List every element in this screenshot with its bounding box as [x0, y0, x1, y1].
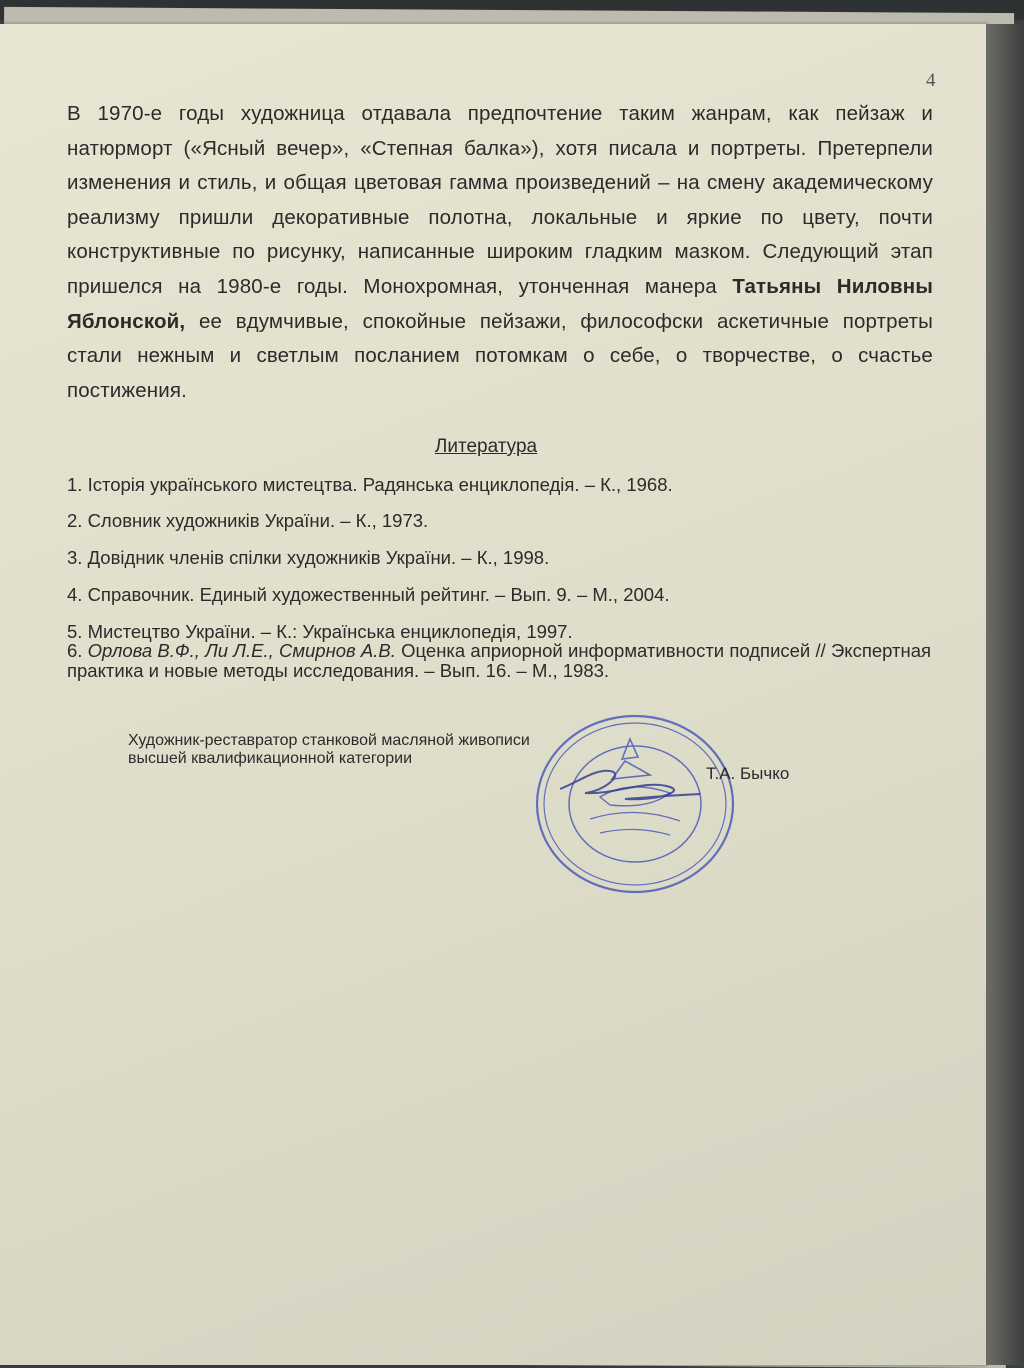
paragraph-text-start: В 1970-е годы художница отдавала предпочтение таким жанрам, как пейзаж и натюрморт («Ясный вечер», «Степная балка»), хотя писала и портреты. Претерпели изменения и стиль, и общая цветовая гамма произведений – на смену академическому реализму пришли декоративные полотна, локальные и яркие по цвету, почти конструктивные по рисунку, написанные широким гладким мазком. Следующий этап пришелся на 1980-е годы. Монохромная, утонченная манера — [67, 102, 933, 298]
document-page — [0, 24, 986, 1365]
reference-text: Оценка априорной информативности подписей // Экспертная практика и новые методы исследования. – Вып. 16. – М., 1983. — [67, 640, 932, 681]
reference-item: 1. Історія українського мистецтва. Радянська енциклопедія. – К., 1968. — [67, 474, 673, 495]
signer-position-line: высшей квалификационной категории — [128, 750, 413, 767]
signer-position-line: Художник-реставратор станковой масляной живописи — [128, 732, 530, 749]
reference-item: 3. Довідник членів спілки художників України. – К., 1998. — [67, 547, 550, 568]
reference-number: 6. — [67, 640, 83, 661]
signer-position — [128, 732, 530, 768]
body-paragraph — [67, 97, 933, 408]
literature-heading: Литература — [434, 436, 538, 457]
reference-item — [67, 641, 931, 681]
reference-item: 5. Мистецтво України. – К.: Українська енциклопедія, 1997. — [67, 621, 573, 642]
reference-authors: Орлова В.Ф., Ли Л.Е., Смирнов А.В. — [87, 640, 396, 661]
reference-item: 2. Словник художників України. – К., 1973. — [67, 510, 429, 531]
paragraph-bold-name: Татьяны Ниловны Яблонской, — [67, 274, 933, 333]
reference-item: 4. Справочник. Единый художественный рейтинг. – Вып. 9. – М., 2004. — [67, 584, 670, 605]
page-number: 4 — [926, 70, 936, 91]
handwritten-signature — [555, 749, 705, 809]
paragraph-text-end: ее вдумчивые, спокойные пейзажи, философски аскетичные портреты стали нежным и светлым посланием потомкам о себе, о творчестве, о счастье постижения. — [67, 309, 933, 402]
right-background-edge — [986, 24, 1024, 1365]
signer-name: Т.А. Бычко — [706, 764, 790, 783]
